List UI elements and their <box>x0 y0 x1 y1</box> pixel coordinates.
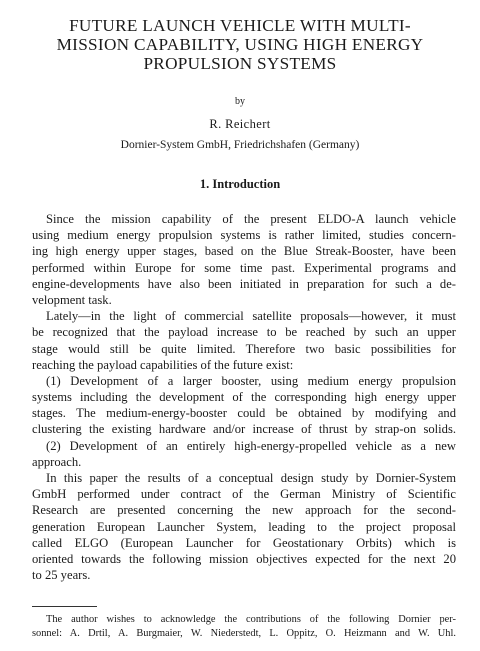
title-line: MISSION CAPABILITY, USING HIGH ENERGY <box>56 35 424 54</box>
author-affiliation: Dornier-System GmbH, Friedrichshafen (Germany) <box>120 139 360 151</box>
body-line: performed within Europe for some time past. Experimental programs and <box>32 260 456 275</box>
body-line: be recognized that the payload increase to be reached by such an upper <box>32 325 456 340</box>
body-line: engine-developments have also been initiated in preparation for such a de- <box>32 276 456 291</box>
body-line: called ELGO (European Launcher for Geostationary Orbits) which is <box>32 535 456 550</box>
paper-title <box>40 16 440 73</box>
body-line: to 25 years. <box>32 568 91 583</box>
body-line: systems including the development of the corresponding high energy upper <box>32 390 456 405</box>
title-line: FUTURE LAUNCH VEHICLE WITH MULTI- <box>69 16 411 35</box>
footnote <box>32 613 456 641</box>
body-line: stage would still be quite limited. Therefore two basic possibilities for <box>32 341 456 356</box>
body-line: using medium energy propulsion systems is rather limited, studies concern- <box>32 228 456 243</box>
footnote-line: sonnel: A. Drtil, A. Burgmaier, W. Niederstedt, L. Oppitz, O. Heizmann and W. Uhl. <box>32 628 456 639</box>
body-line: Lately—in the light of commercial satellite proposals—however, it must <box>46 309 456 324</box>
body-line: ing high energy upper stages, based on the Blue Streak-Booster, have been <box>32 244 456 259</box>
body-line: (1) Development of a larger booster, using medium energy propulsion <box>46 373 456 388</box>
body-text <box>32 211 456 583</box>
body-line: In this paper the results of a conceptual design study by Dornier-System <box>46 471 456 485</box>
body-line: Since the mission capability of the present ELDO-A launch vehicle <box>46 212 456 226</box>
body-line: oriented towards the following mission objectives expected for the next 20 <box>32 551 456 566</box>
body-line: velopment task. <box>32 292 112 307</box>
body-line: stages. The medium-energy-booster could be obtained by modifying and <box>32 406 456 421</box>
body-line: clustering the existing hardware and/or increase of thrust by strap-on solids. <box>32 422 456 437</box>
body-line: generation European Launcher System, leading to the project proposal <box>32 519 456 534</box>
body-line: Research are presented concerning the new approach for the second- <box>32 503 456 518</box>
body-line: GmbH performed under contract of the German Ministry of Scientific <box>32 487 456 502</box>
byline: by <box>235 96 245 107</box>
author-name: R. Reichert <box>209 117 271 131</box>
section-heading: 1. Introduction <box>199 177 281 191</box>
title-line: PROPULSION SYSTEMS <box>143 54 337 73</box>
footnote-rule <box>32 606 97 607</box>
footnote-line: The author wishes to acknowledge the contributions of the following Dornier per- <box>46 614 456 625</box>
body-line: reaching the payload capabilities of the future exist: <box>32 357 294 372</box>
body-line: approach. <box>32 454 82 469</box>
body-line: (2) Development of an entirely high-energy-propelled vehicle as a new <box>46 438 456 453</box>
